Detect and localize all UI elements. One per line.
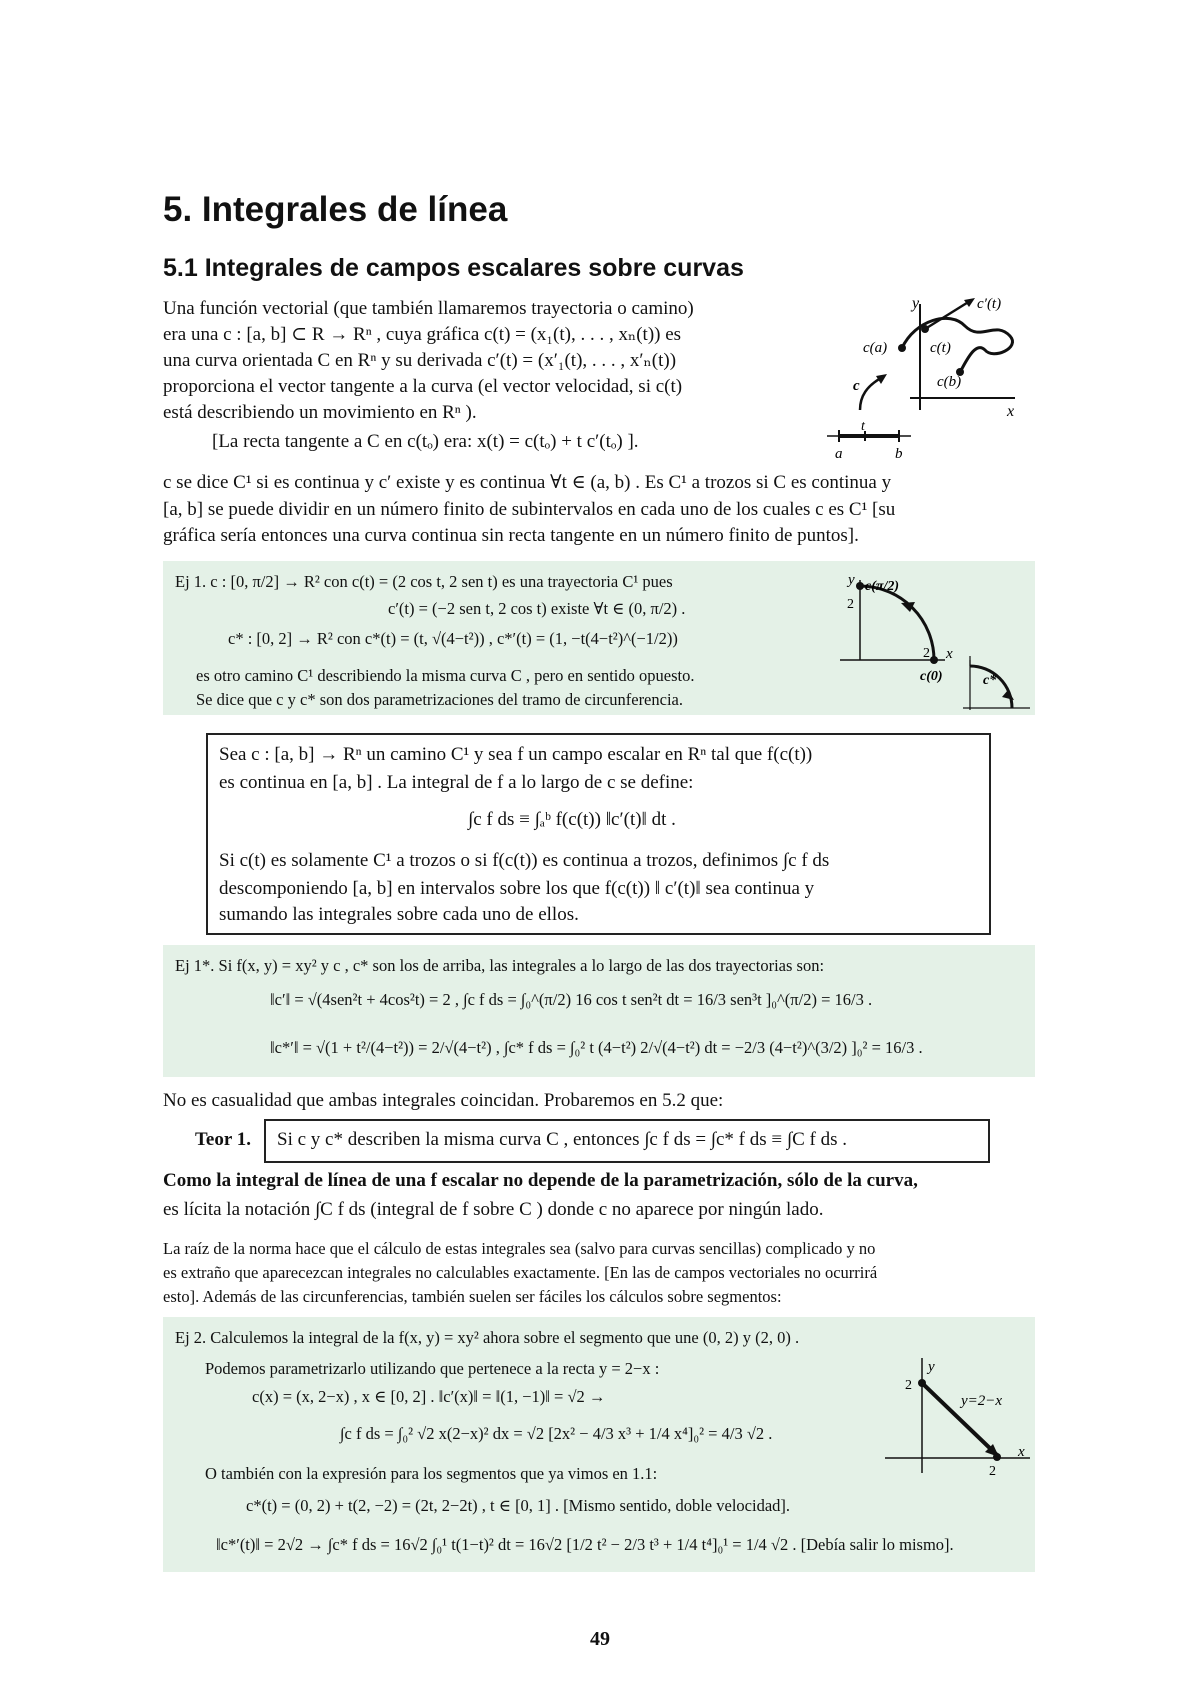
label-y: y: [912, 295, 920, 312]
segment-diagram: [885, 1353, 1035, 1478]
def-integral-formula: ∫c f ds ≡ ∫ₐᵇ f(c(t)) ‖c′(t)‖ dt .: [468, 809, 676, 830]
fig3-label-2-y: 2: [905, 1378, 912, 1393]
raiz-line-3: esto]. Además de las circunferencias, también suelen ser fáciles los cálculos sobre segmentos:: [163, 1287, 782, 1306]
def-line-2: es continua en [a, b] . La integral de f a lo largo de c se define:: [219, 772, 694, 793]
curve-diagram: [815, 292, 1045, 462]
intro-line-1: Una función vectorial (que también llamaremos trayectoria o camino): [163, 298, 694, 319]
intro-line-2: era una c : [a, b] ⊂ R → Rⁿ , cuya gráfica c(t) = (x₁(t), . . . , xₙ(t)) es: [163, 324, 682, 345]
fig3-point-start: [918, 1379, 926, 1387]
fig2-label-cstar: c*: [983, 673, 997, 688]
page-number: 49: [590, 1628, 610, 1650]
fig3-label-y: y: [928, 1359, 935, 1375]
ej1-line-3: c* : [0, 2] → R² con c*(t) = (t, √(4−t²)) , c*′(t) = (1, −t(4−t²)^(−1/2)): [228, 629, 678, 648]
ej1-line-1: Ej 1. c : [0, π/2] → R² con c(t) = (2 cos t, 2 sen t) es una trayectoria C¹ pues: [175, 572, 673, 591]
ej2-line-6: c*(t) = (0, 2) + t(2, −2) = (2t, 2−2t) , t ∈ [0, 1] . [Mismo sentido, doble velocidad].: [246, 1496, 791, 1515]
ej1star-line-3: ‖c*′‖ = √(1 + t²/(4−t²)) = 2/√(4−t²) , ∫c* f ds = ∫₀² t (4−t²) 2/√(4−t²) dt = −2/3 (4−t²)^(3/2) ]₀² = 16/3 .: [270, 1038, 923, 1057]
fig3-point-end: [993, 1453, 1001, 1461]
como-line-1: Como la integral de línea de una f escalar no depende de la parametrización, sólo de la curva,: [163, 1170, 918, 1191]
label-t: t: [861, 419, 865, 434]
label-c-b: c(b): [937, 374, 962, 390]
def-line-1: Sea c : [a, b] → Rⁿ un camino C¹ y sea f un campo escalar en Rⁿ tal que f(c(t)): [219, 744, 813, 765]
fig2-point-top: [856, 582, 864, 590]
label-c-a: c(a): [863, 340, 888, 356]
section-title: 5.1 Integrales de campos escalares sobre curvas: [163, 254, 744, 282]
label-c: c: [853, 378, 860, 394]
fig2-small-arrowhead: [1002, 690, 1014, 700]
fig3-label-x: x: [1018, 1444, 1025, 1460]
point-c-t: [921, 325, 929, 333]
ej1-line-4: es otro camino C¹ describiendo la misma curva C , pero en sentido opuesto.: [196, 666, 695, 685]
point-c-a: [898, 344, 906, 352]
fig2-label-c0: c(0): [920, 669, 943, 684]
intro-line-3: una curva orientada C en Rⁿ y su derivada c′(t) = (x′₁(t), . . . , x′ₙ(t)): [163, 350, 677, 371]
fig3-label-2-x: 2: [989, 1464, 996, 1478]
intro-line-9: gráfica sería entonces una curva continua sin recta tangente en un número finito de puntos].: [163, 525, 859, 546]
quarter-circle-diagram: [835, 568, 1035, 710]
fig3-label-line: y=2−x: [961, 1393, 1003, 1409]
fig2-label-y: y: [848, 572, 855, 588]
ej2-line-5: O también con la expresión para los segmentos que ya vimos en 1.1:: [205, 1464, 658, 1483]
chapter-title: 5. Integrales de línea: [163, 190, 508, 229]
intro-line-8: [a, b] se puede dividir en un número finito de subintervalos en cada uno de los cuales c es C¹ [su: [163, 499, 896, 520]
ej2-line-1: Ej 2. Calculemos la integral de la f(x, y) = xy² ahora sobre el segmento que une (0, 2) y (2, 0) .: [175, 1328, 800, 1347]
intro-line-4: proporciona el vector tangente a la curva (el vector velocidad, si c(t): [163, 376, 683, 397]
ej2-line-2: Podemos parametrizarlo utilizando que pertenece a la recta y = 2−x :: [205, 1359, 660, 1378]
ej2-line-4: ∫c f ds = ∫₀² √2 x(2−x)² dx = √2 [2x² − 4/3 x³ + 1/4 x⁴]₀² = 4/3 √2 .: [340, 1424, 773, 1443]
ej2-line-3: c(x) = (x, 2−x) , x ∈ [0, 2] . ‖c′(x)‖ = ‖(1, −1)‖ = √2 →: [252, 1387, 606, 1406]
label-c-prime-t: c′(t): [977, 296, 1002, 312]
theorem-label: Teor 1.: [195, 1129, 251, 1150]
curve-path: [902, 318, 1013, 372]
ej1star-line-1: Ej 1*. Si f(x, y) = xy² y c , c* son los de arriba, las integrales a lo largo de las dos trayectorias son:: [175, 956, 825, 975]
ej1-line-5: Se dice que c y c* son dos parametrizaciones del tramo de circunferencia.: [196, 690, 683, 709]
fig2-label-c-pi2: c(π/2): [865, 579, 900, 594]
como-line-2: es lícita la notación ∫C f ds (integral de f sobre C ) donde c no aparece por ningún lado.: [163, 1199, 824, 1220]
fig2-label-2-x: 2: [923, 646, 930, 661]
ej2-line-7: ‖c*′(t)‖ = 2√2 → ∫c* f ds = 16√2 ∫₀¹ t(1−t)² dt = 16√2 [1/2 t² − 2/3 t³ + 1/4 t⁴]₀¹ = 1/4 √2 . [Debía salir lo mismo].: [216, 1535, 954, 1554]
tangent-line-formula: [La recta tangente a C en c(tₒ) era: x(t) = c(tₒ) + t c′(tₒ) ].: [212, 431, 639, 452]
label-x: x: [1007, 403, 1015, 420]
raiz-line-2: es extraño que aparecezcan integrales no calculables exactamente. [En las de campos vectoriales no ocurrirá: [163, 1263, 878, 1282]
def-line-6: sumando las integrales sobre cada uno de ellos.: [219, 904, 579, 925]
casualidad-line: No es casualidad que ambas integrales coincidan. Probaremos en 5.2 que:: [163, 1090, 724, 1111]
fig2-label-x: x: [946, 646, 953, 662]
def-line-5: descomponiendo [a, b] en intervalos sobre los que f(c(t)) ‖ c′(t)‖ sea continua y: [219, 878, 815, 899]
ej1star-line-2: ‖c′‖ = √(4sen²t + 4cos²t) = 2 , ∫c f ds = ∫₀^(π/2) 16 cos t sen²t dt = 16/3 sen³t ]₀^(π/2) = 16/3 .: [270, 990, 873, 1009]
intro-line-7: c se dice C¹ si es continua y c′ existe y es continua ∀t ∈ (a, b) . Es C¹ a trozos si C es continua y: [163, 472, 892, 493]
fig2-label-2-y: 2: [847, 597, 854, 612]
mapping-arrow: [860, 378, 881, 410]
ej1-line-2: c′(t) = (−2 sen t, 2 cos t) existe ∀t ∈ (0, π/2) .: [388, 599, 686, 618]
fig2-point-right: [930, 656, 938, 664]
label-a: a: [835, 446, 843, 462]
label-b: b: [895, 446, 903, 462]
theorem-text: Si c y c* describen la misma curva C , entonces ∫c f ds = ∫c* f ds ≡ ∫C f ds .: [277, 1129, 847, 1150]
label-c-t: c(t): [930, 340, 951, 356]
raiz-line-1: La raíz de la norma hace que el cálculo de estas integrales sea (salvo para curvas sencillas) complicado y no: [163, 1239, 876, 1258]
intro-line-5: está describiendo un movimiento en Rⁿ ).: [163, 402, 477, 423]
def-line-4: Si c(t) es solamente C¹ a trozos o si f(c(t)) es continua a trozos, definimos ∫c f ds: [219, 850, 830, 871]
